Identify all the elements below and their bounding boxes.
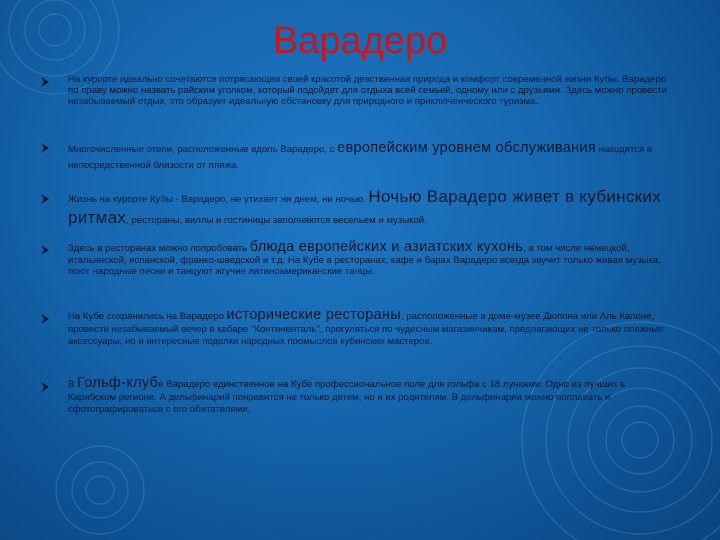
- arrowhead-bullet-icon: [38, 192, 52, 206]
- list-item-text: В Гольф-клубе Варадеро единственное на Кубе профессиональное поле для гольфа с 18 лунками. Одно из лучших в Карибском регионе. А дельфинарий понравится не только детям, но и их родителям. В дельфинарии можно поплавать и сфотографироваться с его обитателями.: [68, 375, 626, 415]
- list-item-text: Многочисленные отели, расположенные вдоль Варадеро, с европейским уровнем обслуживания находятся в непосредственной близости от пляжа.: [68, 140, 652, 171]
- emphasis-text: исторические рестораны: [226, 307, 402, 323]
- arrowhead-bullet-icon: [38, 141, 52, 155]
- list-item-text: Жизнь на курорте Кубы - Варадеро, не утихает ни днем, ни ночью. Ночью Варадеро живет в кубинских ритмах, рестораны, виллы и гостиницы заполняются весельем и музыкой.: [68, 187, 661, 227]
- list-item-text: На Кубе сохранились на Варадеро исторические рестораны, расположенные в доме-музее Дюпона или Аль Капоне, провести незабываемый вечер в кабаре "Континенталь", прогуляться по чудесным магазинчикам, предлагающих не только пляжные аксессуары, но и интересные поделки народных промыслов кубинских мастеров.: [68, 307, 664, 347]
- list-item-text: Здесь в ресторанах можно попробовать блюда европейских и азиатских кухонь, в том числе немецкой, итальянской, испанской, франко-шведской и т.д. На Кубе в ресторанах, кафе и барах Варадеро всегда звучит только живая музыка, поют народные песни и танцуют жгучие латиноамериканские танцы.: [68, 239, 661, 277]
- slide-title: Варадеро: [272, 20, 448, 62]
- arrowhead-bullet-icon: [38, 312, 52, 326]
- arrowhead-bullet-icon: [38, 75, 52, 89]
- arrowhead-bullet-icon: [38, 380, 52, 394]
- emphasis-text: европейским уровнем обслуживания: [337, 140, 596, 156]
- list-item-text: На курорте идеально сочетаются потрясающая своей красотой девственная природа и комфорт современной жизни Кубы. Варадеро по праву можно назвать райским уголком, который подойдет для отдыха всей семьей, одному или с друзьями. Здесь можно провести незабываемый отдых, это образует идеальную обстановку для природного и приключенческого туризма.: [68, 74, 667, 107]
- emphasis-text: Гольф-клуб: [77, 375, 159, 391]
- emphasis-text: Ночью Варадеро живет в кубинских ритмах: [68, 187, 661, 227]
- arrowhead-bullet-icon: [38, 243, 52, 257]
- emphasis-text: блюда европейских и азиатских кухонь: [249, 239, 524, 255]
